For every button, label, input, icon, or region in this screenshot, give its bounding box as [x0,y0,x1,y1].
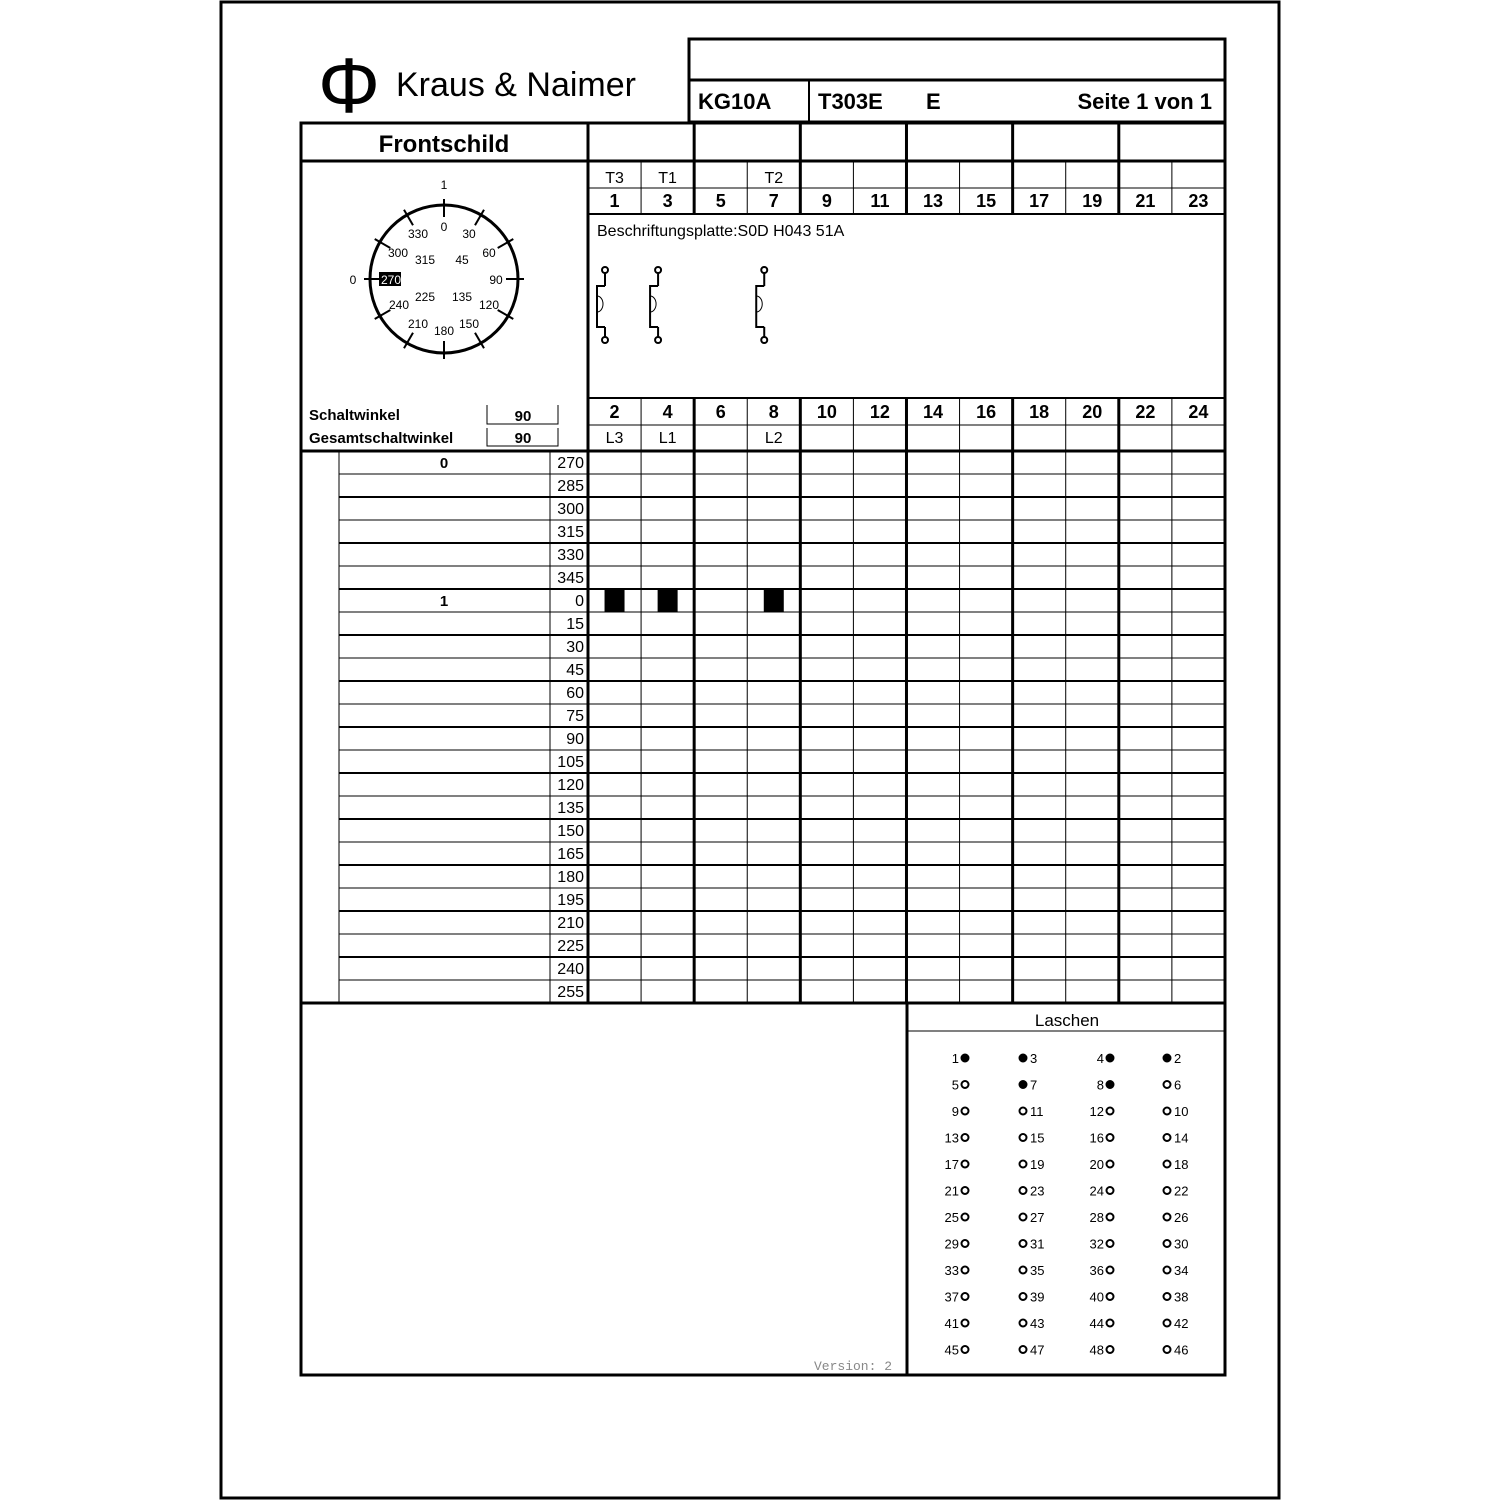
lasche-number: 9 [951,1104,959,1119]
bridge-open-icon [1164,1081,1171,1088]
terminal-bottom-number: 18 [1029,402,1050,422]
version-label: Version: 2 [813,1359,892,1374]
position-angle: 120 [557,777,584,794]
bridge-open-icon [1107,1214,1114,1221]
laschen-title: Laschen [1034,1011,1100,1030]
terminal-top-number: 5 [715,191,726,211]
lasche-number: 17 [944,1157,959,1172]
terminal-top-number: 19 [1082,191,1103,211]
bridge-open-icon [1164,1108,1171,1115]
terminal-top-label: T2 [764,170,784,187]
bridge-open-icon [1020,1267,1027,1274]
dial-label-330: 330 [407,227,429,241]
position-angle: 30 [566,639,584,656]
dial-label-30: 30 [462,227,476,241]
bridge-open-icon [962,1267,969,1274]
position-angle: 345 [557,570,584,587]
bridge-open-icon [1107,1187,1114,1194]
bridge-open-icon [1020,1134,1027,1141]
dial-outer-label-1: 1 [440,178,448,192]
terminal-bottom-number: 22 [1135,402,1156,422]
bridge-open-icon [1020,1346,1027,1353]
bridge-open-icon [1020,1240,1027,1247]
position-angle: 150 [557,823,584,840]
lasche-number: 28 [1089,1210,1104,1225]
lasche-number: 45 [944,1342,959,1358]
variant-code: E [926,89,941,114]
bridge-open-icon [1164,1134,1171,1141]
position-angle: 270 [557,455,584,472]
position-angle: 225 [557,938,584,955]
lasche-number: 36 [1089,1263,1104,1278]
lasche-number: 6 [1174,1077,1182,1093]
bridge-filled-icon [1020,1081,1027,1088]
dial-label-90: 90 [489,273,503,287]
lasche-number: 46 [1174,1342,1189,1358]
bridge-open-icon [962,1214,969,1221]
position-angle: 135 [557,800,584,817]
bridge-open-icon [1107,1108,1114,1115]
dial-label-0: 0 [440,220,448,234]
lasche-number: 34 [1174,1263,1189,1278]
bridge-open-icon [1164,1320,1171,1327]
bridge-open-icon [962,1320,969,1327]
lasche-number: 8 [1096,1077,1104,1093]
dial-label-180: 180 [433,324,455,338]
bridge-open-icon [1164,1240,1171,1247]
terminal-top-label: T1 [658,170,677,187]
dial-label-120: 120 [478,298,500,312]
position-angle: 285 [557,478,584,495]
lasche-number: 27 [1030,1210,1045,1225]
bridge-open-icon [962,1293,969,1300]
terminal-bottom-number: 12 [869,402,890,422]
position-name: 0 [439,455,449,472]
terminal-top-number: 7 [768,191,779,211]
bridge-open-icon [1164,1346,1171,1353]
page-indicator: Seite 1 von 1 [1077,89,1212,114]
lasche-number: 5 [951,1077,959,1093]
dial-label-270: 270 [380,273,402,287]
lasche-number: 18 [1174,1157,1189,1172]
lasche-number: 41 [944,1316,959,1331]
terminal-bottom-number: 24 [1188,402,1209,422]
terminal-bottom-number: 4 [662,402,673,422]
lasche-number: 30 [1174,1236,1189,1252]
bridge-open-icon [1020,1161,1027,1168]
lasche-number: 16 [1089,1130,1104,1146]
bridge-open-icon [962,1108,969,1115]
lasche-number: 48 [1089,1342,1104,1358]
dial-label-135: 135 [451,290,473,304]
lasche-number: 11 [1030,1104,1044,1119]
terminal-bottom-number: 14 [923,402,944,422]
bridge-open-icon [1020,1320,1027,1327]
lasche-number: 33 [944,1263,959,1278]
bridge-open-icon [1107,1320,1114,1327]
logo-phi-icon: Φ [317,41,381,129]
terminal-top-number: 9 [821,191,832,211]
bridge-open-icon [1020,1187,1027,1194]
front-plate-title: Frontschild [378,131,510,158]
lasche-number: 43 [1030,1316,1045,1331]
model-number: KG10A [698,89,772,114]
terminal-bottom-label: L1 [658,430,677,447]
dial-label-150: 150 [458,317,480,331]
terminal-top-number: 1 [609,191,620,211]
position-angle: 315 [557,524,584,541]
lasche-number: 22 [1174,1183,1189,1199]
lasche-number: 24 [1089,1183,1104,1199]
bridge-open-icon [1164,1267,1171,1274]
lasche-number: 29 [944,1236,959,1252]
bridge-open-icon [1020,1214,1027,1221]
lasche-number: 32 [1089,1236,1104,1252]
lasche-number: 31 [1030,1236,1045,1252]
dial-label-240: 240 [388,298,410,312]
lasche-number: 26 [1174,1210,1189,1225]
lasche-number: 47 [1030,1342,1045,1358]
position-angle: 45 [566,662,584,679]
terminal-bottom-label: L2 [764,430,783,447]
lasche-number: 2 [1174,1051,1182,1066]
dial-label-225: 225 [414,290,436,304]
bridge-open-icon [1107,1267,1114,1274]
terminal-top-number: 13 [923,191,944,211]
position-angle: 300 [557,501,584,518]
dial-label-315: 315 [414,253,436,267]
position-angle: 330 [557,547,584,564]
bridge-open-icon [962,1081,969,1088]
position-angle: 90 [566,731,584,748]
lasche-number: 7 [1030,1077,1038,1093]
terminal-bottom-number: 10 [816,402,837,422]
terminal-top-number: 3 [662,191,673,211]
lasche-number: 12 [1089,1104,1104,1119]
schaltwinkel-value: 90 [514,408,532,425]
terminal-top-number: 17 [1029,191,1050,211]
position-name: 1 [439,593,449,610]
closed-contact-mark [764,590,784,612]
lasche-number: 3 [1030,1051,1038,1066]
bridge-open-icon [1107,1161,1114,1168]
bridge-open-icon [962,1240,969,1247]
closed-contact-mark [605,590,625,612]
bridge-open-icon [1107,1346,1114,1353]
lasche-number: 37 [944,1289,959,1305]
lasche-number: 1 [951,1051,959,1066]
lasche-number: 19 [1030,1157,1045,1172]
bridge-open-icon [1107,1293,1114,1300]
terminal-bottom-number: 2 [609,402,620,422]
bridge-filled-icon [962,1055,969,1062]
terminal-top-number: 23 [1188,191,1209,211]
schaltwinkel-label: Schaltwinkel [309,407,400,424]
bridge-open-icon [1164,1293,1171,1300]
position-angle: 60 [566,685,584,702]
lasche-number: 15 [1030,1130,1045,1146]
bridge-open-icon [962,1161,969,1168]
lasche-number: 44 [1089,1316,1104,1331]
bridge-open-icon [1164,1161,1171,1168]
terminal-bottom-number: 20 [1082,402,1103,422]
bridge-open-icon [1020,1293,1027,1300]
position-angle: 165 [557,846,584,863]
lasche-number: 13 [944,1130,959,1146]
position-angle: 210 [557,915,584,932]
position-angle: 105 [557,754,584,771]
lasche-number: 38 [1174,1289,1189,1305]
terminal-bottom-number: 16 [976,402,997,422]
lasche-number: 23 [1030,1183,1045,1199]
bridge-filled-icon [1020,1055,1027,1062]
position-angle: 255 [557,984,584,1001]
position-angle: 240 [557,961,584,978]
dial-outer-label-0: 0 [349,273,357,287]
position-angle: 180 [557,869,584,886]
closed-contact-mark [658,590,678,612]
dial-label-210: 210 [407,317,429,331]
position-angle: 0 [575,593,584,610]
bridge-filled-icon [1164,1055,1171,1062]
lasche-number: 42 [1174,1316,1189,1331]
dial-label-300: 300 [387,246,409,260]
bridge-filled-icon [1107,1055,1114,1062]
bridge-open-icon [1107,1240,1114,1247]
terminal-top-number: 11 [870,191,890,211]
terminal-bottom-number: 6 [715,402,726,422]
terminal-bottom-number: 8 [768,402,779,422]
bridge-open-icon [962,1187,969,1194]
position-angle: 15 [566,616,584,633]
lasche-number: 25 [944,1210,959,1225]
terminal-top-number: 21 [1135,191,1156,211]
position-angle: 195 [557,892,584,909]
bridge-filled-icon [1107,1081,1114,1088]
bridge-open-icon [962,1346,969,1353]
lasche-number: 21 [944,1183,959,1199]
type-code: T303E [818,89,883,114]
position-angle: 75 [566,708,584,725]
bridge-open-icon [1107,1134,1114,1141]
lasche-number: 35 [1030,1263,1045,1278]
terminal-top-label: T3 [605,170,624,187]
lasche-number: 20 [1089,1157,1104,1172]
bridge-open-icon [1164,1214,1171,1221]
bridge-open-icon [1164,1187,1171,1194]
terminal-top-number: 15 [976,191,997,211]
terminal-bottom-label: L3 [605,430,624,447]
lasche-number: 14 [1174,1130,1189,1146]
lasche-number: 4 [1096,1051,1104,1066]
dial-label-60: 60 [482,246,496,260]
gesamt-value: 90 [514,430,532,447]
lasche-number: 10 [1174,1104,1189,1119]
lasche-number: 39 [1030,1289,1045,1305]
plate-label: Beschriftungsplatte:S0D H043 51A [597,223,845,240]
gesamt-label: Gesamtschaltwinkel [309,430,454,447]
dial-label-45: 45 [455,253,469,267]
company-name: Kraus & Naimer [396,66,636,104]
lasche-number: 40 [1089,1289,1104,1305]
bridge-open-icon [1020,1108,1027,1115]
bridge-open-icon [962,1134,969,1141]
